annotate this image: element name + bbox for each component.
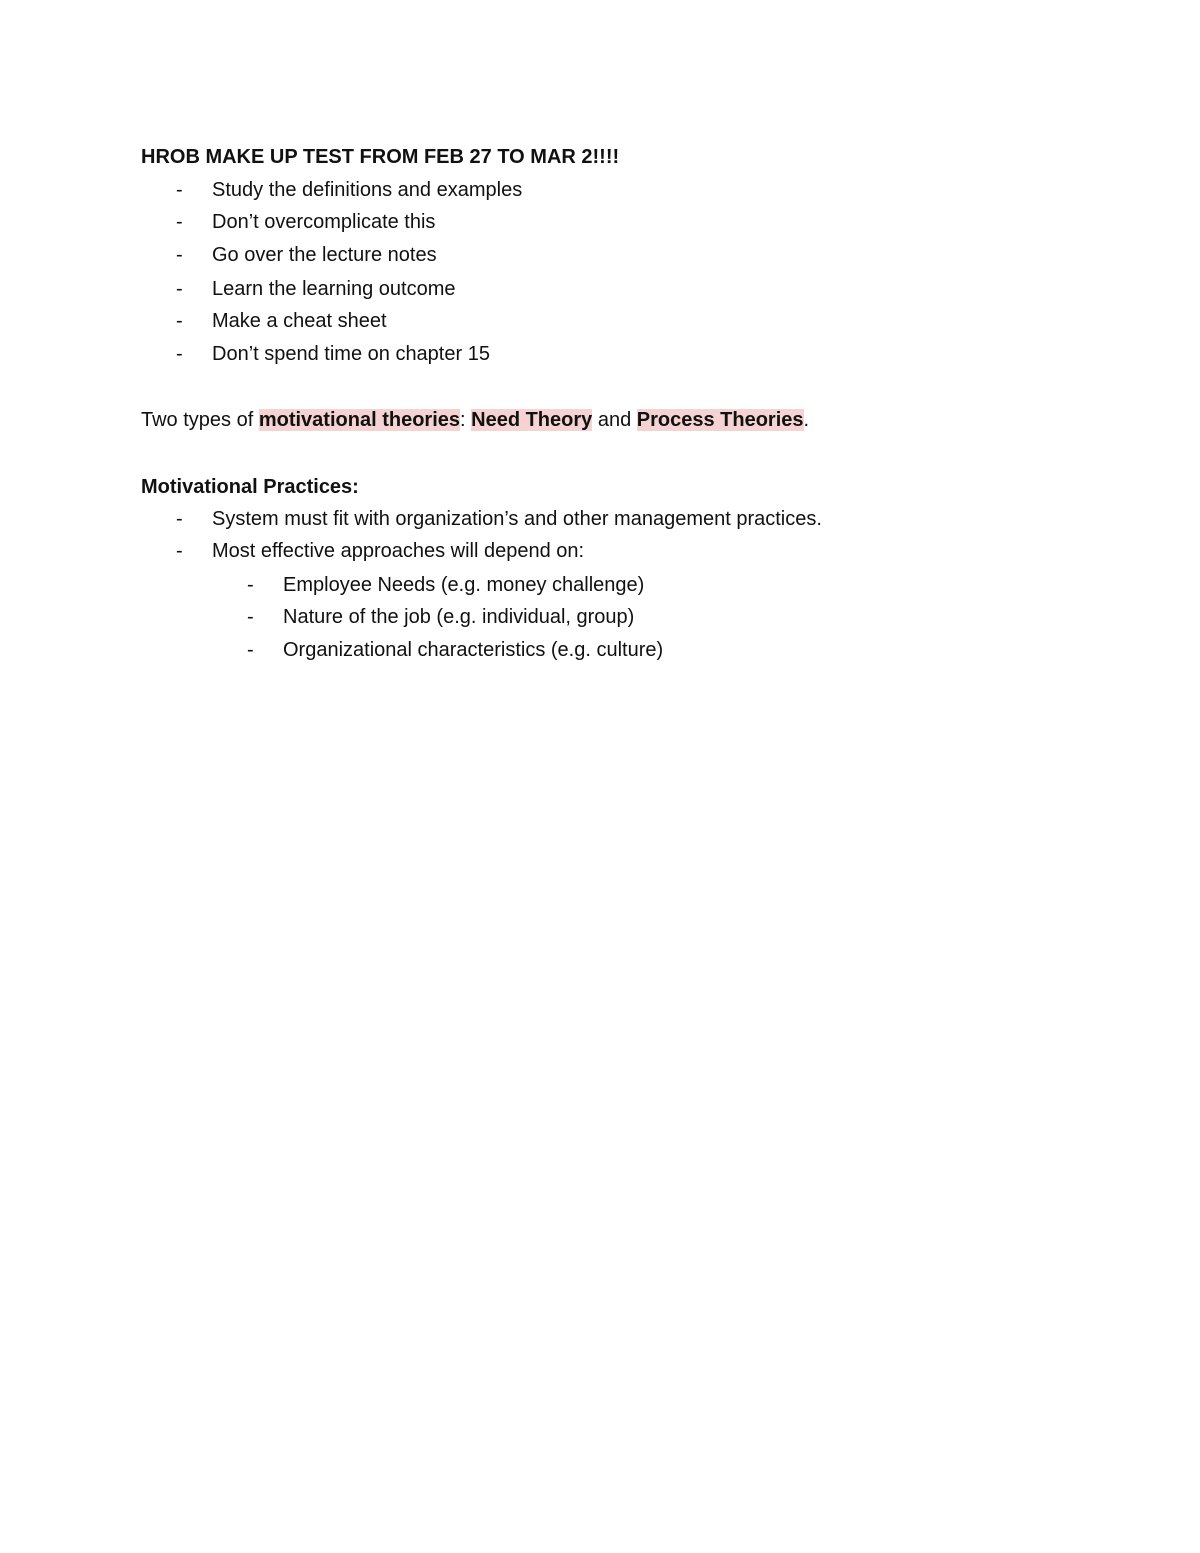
highlight-process-theories: Process Theories bbox=[636, 409, 804, 431]
bullet-dash: - bbox=[176, 244, 183, 266]
bullet-dash: - bbox=[176, 278, 183, 300]
bullet-dash: - bbox=[176, 179, 183, 201]
theories-period: . bbox=[803, 409, 810, 431]
bullet-dash: - bbox=[176, 310, 183, 332]
bullet-dash: - bbox=[247, 639, 254, 661]
theories-colon: : bbox=[460, 409, 466, 431]
list-item-text: System must fit with organization’s and other management practices. bbox=[212, 508, 822, 530]
list-item-text: Most effective approaches will depend on: bbox=[212, 540, 585, 562]
list-item-text: Nature of the job (e.g. individual, group) bbox=[283, 606, 635, 628]
practices-heading: Motivational Practices: bbox=[141, 476, 359, 498]
bullet-dash: - bbox=[176, 508, 183, 530]
theories-and: and bbox=[592, 409, 637, 431]
list-item-text: Study the definitions and examples bbox=[212, 179, 523, 201]
list-item-text: Don’t spend time on chapter 15 bbox=[212, 343, 490, 365]
bullet-dash: - bbox=[176, 211, 183, 233]
list-item-text: Employee Needs (e.g. money challenge) bbox=[283, 574, 645, 596]
theories-prefix: Two types of bbox=[141, 409, 259, 431]
bullet-dash: - bbox=[247, 574, 254, 596]
theories-sentence bbox=[141, 407, 809, 433]
list-item-text: Make a cheat sheet bbox=[212, 310, 387, 332]
list-item-text: Organizational characteristics (e.g. culture) bbox=[283, 639, 664, 661]
bullet-dash: - bbox=[247, 606, 254, 628]
page-title: HROB MAKE UP TEST FROM FEB 27 TO MAR 2!!!! bbox=[141, 146, 620, 168]
list-item-text: Learn the learning outcome bbox=[212, 278, 456, 300]
list-item-text: Go over the lecture notes bbox=[212, 244, 437, 266]
highlight-need-theory: Need Theory bbox=[471, 409, 593, 431]
bullet-dash: - bbox=[176, 540, 183, 562]
list-item-text: Don’t overcomplicate this bbox=[212, 211, 436, 233]
bullet-dash: - bbox=[176, 343, 183, 365]
highlight-motivational-theories: motivational theories bbox=[258, 409, 460, 431]
